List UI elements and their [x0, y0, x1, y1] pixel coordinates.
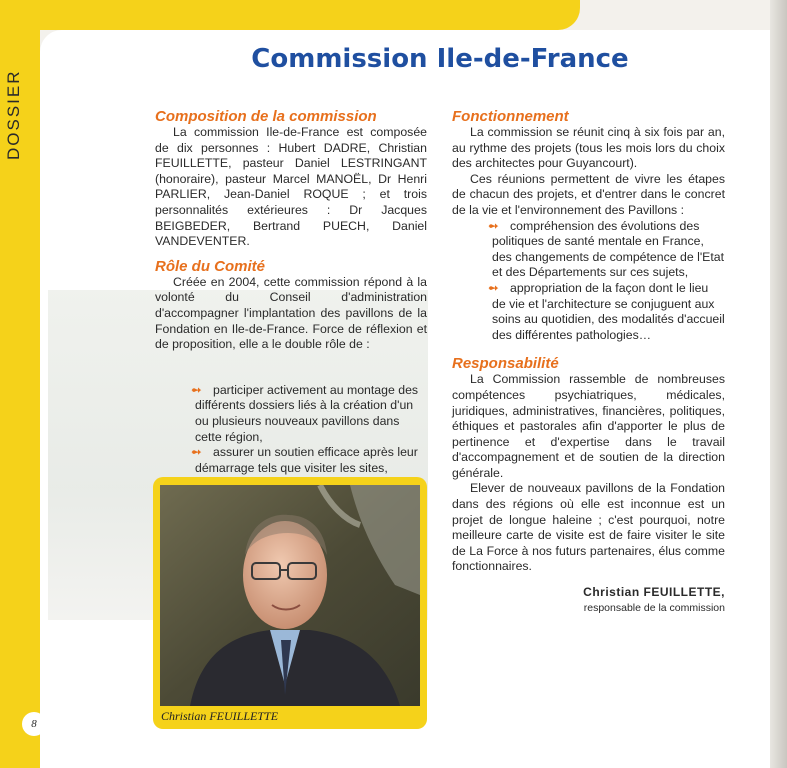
left-column [155, 108, 427, 523]
responsabilite-text-1: La Commission rassemble de nombreuses compétences psychiatriques, médicales, juridiques, administratives, financières, politiques, éthiques et pastorales afin d'apporter le plus de pertinence et d'expertise dans le travail d'accompagnement et de soutien de la direction générale. [452, 372, 725, 480]
role-bullet-1 [155, 383, 427, 445]
fonctionnement-text-1: La commission se réunit cinq à six fois par an, au rythme des projets (tous les mois lors du choix des architectes pour Guyancourt). [452, 125, 725, 171]
signature [452, 585, 725, 616]
right-column [452, 108, 725, 616]
fonctionnement-text-2: Ces réunions permettent de vivre les étapes de chacun des projets, et d'entrer dans le concret de la vie et l'environnement des Pavillons : [452, 171, 725, 217]
composition-heading: Composition de la commission [155, 108, 377, 125]
fonctionnement-bullet-2-text: appropriation de la façon dont le lieu de vie et l'architecture se conjuguent aux soins au quotidien, des modalités d'accueil des différentes pathologies… [492, 280, 725, 342]
responsabilite-heading: Responsabilité [452, 355, 559, 373]
section-tab-label: DOSSIER [4, 69, 23, 160]
role-text: Créée en 2004, cette commission répond à la volonté du Conseil d'administration d'accompagner l'implantation des pavillons de la Fondation en Ile-de-France. Force de réflexion et de proposition, elle a le double rôle de : [155, 274, 427, 352]
page-title: Commission Ile-de-France [251, 44, 629, 74]
page-number: 8 [22, 712, 46, 736]
arrow-bullet-icon: ➻ [488, 280, 499, 295]
page-fold-edge [770, 0, 787, 768]
yellow-header-band [0, 0, 580, 30]
signature-name: Christian FEUILLETTE, [583, 585, 725, 600]
fonctionnement-bullet-1 [452, 219, 725, 281]
portrait-photo [160, 485, 420, 706]
role-heading: Rôle du Comité [155, 257, 266, 275]
photo-caption: Christian FEUILLETTE [161, 709, 279, 723]
fonctionnement-bullet-2 [452, 281, 725, 343]
responsabilite-text-2: Elever de nouveaux pavillons de la Fondation dans des régions où elle est inconnue est un projet de longue haleine ; c'est pourquoi, notre meilleure carte de visite est de faire visiter le site de La Force à nos futurs partenaires, élus comme fonctionnaires. [452, 481, 725, 574]
portrait-frame [153, 477, 427, 729]
fonctionnement-bullet-1-text: compréhension des évolutions des politiques de santé mentale en France, des changements de compétence de l'Etat et des Départements sur ces sujets, [492, 218, 725, 280]
arrow-bullet-icon: ➻ [488, 218, 499, 233]
portrait-illustration [160, 485, 420, 706]
role-bullet-2-text: assurer un soutien efficace après leur démarrage tels que visiter les sites, [195, 445, 418, 475]
arrow-bullet-icon: ➻ [191, 445, 202, 460]
signature-role: responsable de la commission [583, 601, 725, 614]
fonctionnement-heading: Fonctionnement [452, 108, 569, 125]
arrow-bullet-icon: ➻ [191, 382, 202, 397]
composition-text: La commission Ile-de-France est composée de dix personnes : Hubert DADRE, Christian FEUILLETTE, pasteur Daniel LESTRINGANT (honoraire), pasteur Marcel MANOËL, Dr Henri PARLIER, Jean-Daniel ROQUE ; et trois personnalités extérieures : Dr Jacques BEIGBEDER, Bertrand PUECH, Daniel VANDEVENTER. [155, 125, 427, 249]
role-bullet-1-text: participer activement au montage des différents dossiers liés à la création d'un ou plusieurs nouveaux pavillons dans cette région, [195, 382, 419, 444]
